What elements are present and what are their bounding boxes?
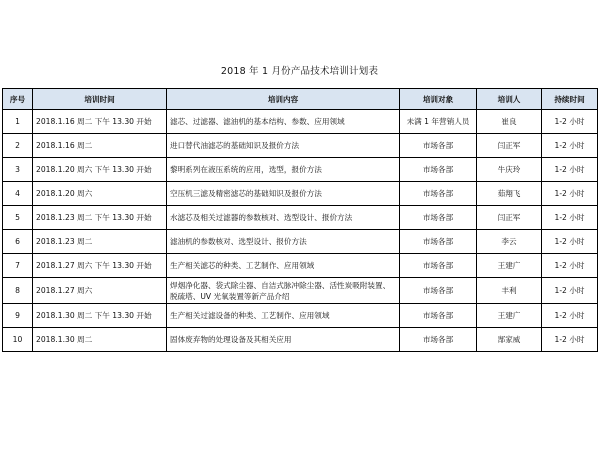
table-row (3, 158, 598, 182)
cell-content: 滤油机的参数核对、选型设计、报价方法 (167, 230, 400, 254)
header-time: 培训时间 (33, 89, 167, 110)
cell-target: 市场各部 (400, 304, 477, 328)
cell-time: 2018.1.16 周二 (33, 134, 167, 158)
cell-no: 5 (3, 206, 33, 230)
cell-time: 2018.1.20 周六 (33, 182, 167, 206)
cell-duration: 1-2 小时 (542, 206, 598, 230)
cell-time: 2018.1.20 周六 下午 13.30 开始 (33, 158, 167, 182)
cell-trainer: 王建广 (477, 304, 542, 328)
training-plan-table (2, 88, 598, 352)
cell-duration: 1-2 小时 (542, 182, 598, 206)
cell-trainer: 崔良 (477, 110, 542, 134)
cell-content: 生产相关滤芯的种类、工艺制作、应用领域 (167, 254, 400, 278)
cell-content: 水滤芯及相关过滤器的参数核对、选型设计、报价方法 (167, 206, 400, 230)
cell-target: 市场各部 (400, 182, 477, 206)
cell-trainer: 郜家威 (477, 328, 542, 352)
cell-time: 2018.1.30 周二 (33, 328, 167, 352)
cell-target: 未满 1 年营销人员 (400, 110, 477, 134)
cell-no: 4 (3, 182, 33, 206)
cell-time: 2018.1.23 周二 (33, 230, 167, 254)
table-row (3, 328, 598, 352)
header-trainer: 培训人 (477, 89, 542, 110)
cell-content: 生产相关过滤设备的种类、工艺制作、应用领域 (167, 304, 400, 328)
cell-target: 市场各部 (400, 254, 477, 278)
cell-duration: 1-2 小时 (542, 328, 598, 352)
cell-no: 10 (3, 328, 33, 352)
cell-content: 空压机三滤及精密滤芯的基础知识及报价方法 (167, 182, 400, 206)
cell-trainer: 闫正军 (477, 134, 542, 158)
cell-trainer: 牛庆玲 (477, 158, 542, 182)
cell-no: 7 (3, 254, 33, 278)
cell-content: 黎明系列在液压系统的应用，选型，报价方法 (167, 158, 400, 182)
cell-time: 2018.1.27 周六 (33, 278, 167, 304)
header-content: 培训内容 (167, 89, 400, 110)
cell-content: 进口替代油滤芯的基础知识及报价方法 (167, 134, 400, 158)
cell-target: 市场各部 (400, 230, 477, 254)
cell-duration: 1-2 小时 (542, 110, 598, 134)
training-plan-sheet (2, 62, 597, 352)
cell-duration: 1-2 小时 (542, 304, 598, 328)
cell-target: 市场各部 (400, 328, 477, 352)
header-no: 序号 (3, 89, 33, 110)
table-row (3, 206, 598, 230)
header-duration: 持续时间 (542, 89, 598, 110)
cell-target: 市场各部 (400, 206, 477, 230)
cell-content: 固体废弃物的处理设备及其相关应用 (167, 328, 400, 352)
cell-content: 焊烟净化器、袋式除尘器、自洁式脉冲除尘器、活性炭吸附装置、脱硫塔、UV 光氧装置等新产品介绍 (167, 278, 400, 304)
table-row (3, 304, 598, 328)
cell-duration: 1-2 小时 (542, 278, 598, 304)
cell-trainer: 茹翔飞 (477, 182, 542, 206)
table-row (3, 278, 598, 304)
table-row (3, 134, 598, 158)
cell-no: 9 (3, 304, 33, 328)
cell-trainer: 李云 (477, 230, 542, 254)
table-title: 2018 年 1 月份产品技术培训计划表 (220, 66, 379, 77)
table-row (3, 182, 598, 206)
cell-no: 6 (3, 230, 33, 254)
cell-content: 滤芯、过滤器、滤油机的基本结构、参数、应用领域 (167, 110, 400, 134)
header-target: 培训对象 (400, 89, 477, 110)
cell-no: 2 (3, 134, 33, 158)
table-row (3, 230, 598, 254)
cell-no: 3 (3, 158, 33, 182)
cell-trainer: 王建广 (477, 254, 542, 278)
header-row (3, 89, 598, 110)
cell-trainer: 丰利 (477, 278, 542, 304)
cell-trainer: 闫正军 (477, 206, 542, 230)
cell-target: 市场各部 (400, 158, 477, 182)
cell-target: 市场各部 (400, 278, 477, 304)
table-row (3, 110, 598, 134)
cell-time: 2018.1.30 周二 下午 13.30 开始 (33, 304, 167, 328)
cell-duration: 1-2 小时 (542, 134, 598, 158)
cell-no: 1 (3, 110, 33, 134)
cell-time: 2018.1.27 周六 下午 13.30 开始 (33, 254, 167, 278)
cell-duration: 1-2 小时 (542, 158, 598, 182)
cell-no: 8 (3, 278, 33, 304)
cell-duration: 1-2 小时 (542, 230, 598, 254)
cell-target: 市场各部 (400, 134, 477, 158)
table-row (3, 254, 598, 278)
cell-duration: 1-2 小时 (542, 254, 598, 278)
cell-time: 2018.1.23 周二 下午 13.30 开始 (33, 206, 167, 230)
cell-time: 2018.1.16 周二 下午 13.30 开始 (33, 110, 167, 134)
